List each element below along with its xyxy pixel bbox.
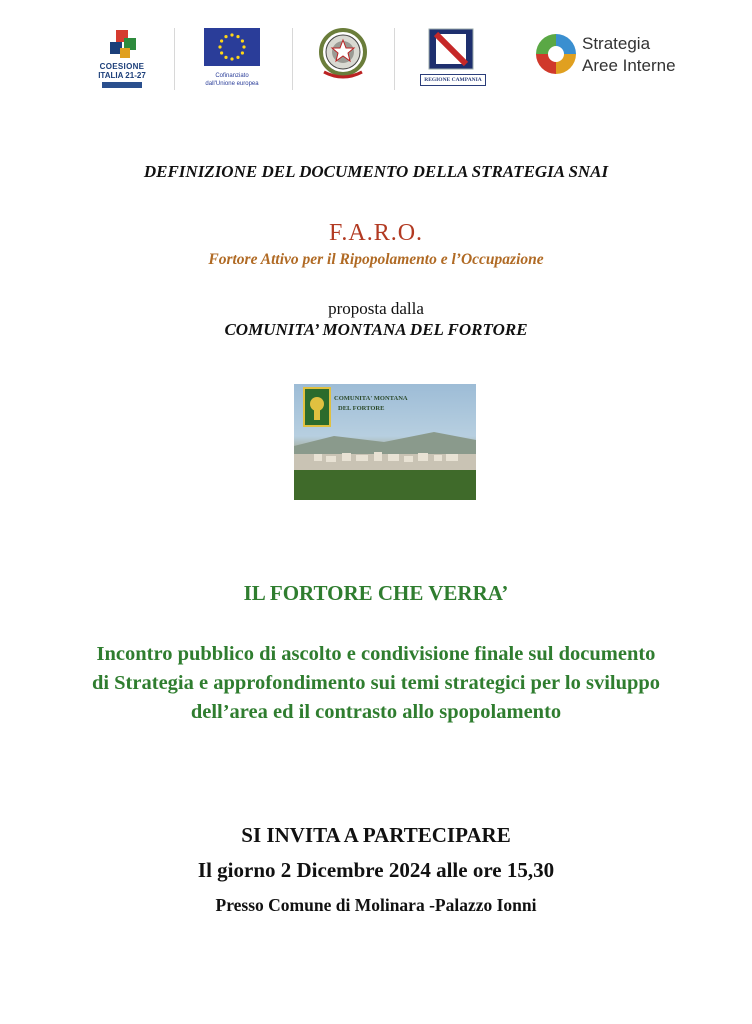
document-heading: DEFINIZIONE DEL DOCUMENTO DELLA STRATEGIA SNAI bbox=[143, 162, 609, 181]
logo-bar bbox=[0, 24, 752, 96]
project-acronym: F.A.R.O. bbox=[328, 220, 424, 246]
campania-shield-icon bbox=[428, 28, 474, 70]
project-full-name: Fortore Attivo per il Ripopolamento e l’Occupazione bbox=[208, 251, 544, 268]
coesione-italia-logo bbox=[94, 24, 150, 96]
coesione-line2: ITALIA 21-27 bbox=[98, 71, 146, 80]
eu-logo bbox=[200, 24, 266, 96]
coesione-bar bbox=[102, 82, 142, 88]
snai-word2: Aree Interne bbox=[582, 56, 676, 75]
coesione-line1: COESIONE bbox=[99, 62, 145, 71]
invitation-date: Il giorno 2 Dicembre 2024 alle ore 15,30 bbox=[197, 858, 555, 882]
logo-divider bbox=[174, 28, 175, 90]
logo-divider bbox=[394, 28, 395, 90]
snai-word1: Strategia bbox=[582, 34, 651, 53]
strategia-aree-interne-logo bbox=[532, 24, 702, 96]
proposer-intro: proposta dalla bbox=[328, 299, 424, 318]
coesione-mark-icon bbox=[106, 30, 138, 60]
event-title: IL FORTORE CHE VERRA’ bbox=[243, 581, 509, 605]
italian-republic-emblem bbox=[316, 24, 370, 96]
eu-stars-icon bbox=[204, 28, 260, 66]
eu-flag bbox=[204, 28, 260, 66]
photo-overlay-text: COMUNITA' MONTANA DEL FORTORE bbox=[334, 395, 408, 412]
logo-divider bbox=[292, 28, 293, 90]
invitation-call: SI INVITA A PARTECIPARE bbox=[241, 823, 511, 847]
regione-campania-logo bbox=[420, 24, 484, 96]
republic-emblem-icon bbox=[316, 24, 370, 84]
event-description: Incontro pubblico di ascolto e condivisione finale sul documento di Strategia e approfondimento sui temi strategici per lo sviluppo dell’area ed il contrasto allo spopolamento bbox=[91, 643, 661, 723]
campania-caption: REGIONE CAMPANIA bbox=[420, 74, 486, 86]
invitation-place: Presso Comune di Molinara -Palazzo Ionni bbox=[215, 895, 537, 915]
eu-caption: Cofinanziato dall'Unione europea bbox=[205, 73, 259, 87]
snai-ring-icon bbox=[534, 32, 578, 76]
proposer-name: COMUNITA’ MONTANA DEL FORTORE bbox=[224, 320, 528, 339]
comunita-montana-photo bbox=[294, 384, 476, 500]
